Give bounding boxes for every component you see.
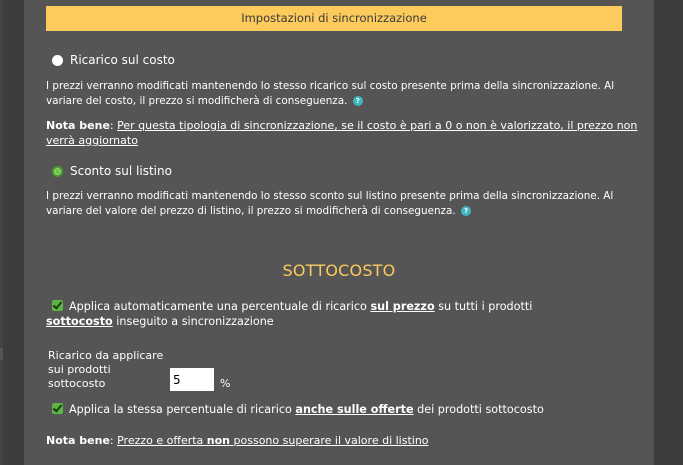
text: Applica automaticamente una percentuale di ricarico: [69, 300, 371, 313]
radio-label: Sconto sul listino: [70, 164, 172, 178]
bold-text: non: [206, 434, 231, 447]
option-description: [46, 79, 646, 109]
radio-button-unselected[interactable]: [52, 55, 63, 66]
sottocosto-note: Nota bene: Prezzo e offerta non possono superare il valore di listino: [46, 434, 429, 447]
sottocosto-title: SOTTOCOSTO: [282, 261, 396, 280]
option-description: [46, 189, 646, 219]
text: su tutti i prodotti: [434, 300, 533, 313]
radio-option-ricarico-costo[interactable]: [52, 51, 175, 69]
radio-option-sconto-listino[interactable]: [52, 162, 172, 180]
bold-text: anche sulle offerte: [295, 403, 414, 416]
description-text: I prezzi verranno modificati mantenendo lo stesso ricarico sul costo presente prima della sincronizzazione. Al variare del costo, il prezzo si modificherà di conseguenza.: [46, 80, 615, 107]
section-header: Impostazioni di sincronizzazione: [46, 6, 622, 31]
ricarico-percent-input[interactable]: [170, 368, 214, 391]
checkbox-checked[interactable]: [52, 300, 63, 311]
radio-label: Ricarico sul costo: [70, 53, 175, 67]
description-text: I prezzi verranno modificati mantenendo lo stesso sconto sul listino presente prima della sincronizzazione. Al variare del valore del prezzo di listino, il prezzo si modificherà di conseguenza.: [46, 190, 614, 217]
percent-unit: %: [220, 377, 231, 390]
bold-text: sottocosto: [46, 315, 113, 328]
question-icon[interactable]: ?: [353, 96, 363, 106]
note-text: [117, 434, 428, 447]
settings-panel: [24, 0, 654, 465]
note-label: Nota bene: [46, 434, 110, 447]
left-edge: [0, 0, 3, 465]
text: Applica la stessa percentuale di ricarico: [69, 403, 296, 416]
apply-offers-checkbox-row[interactable]: [52, 402, 544, 417]
note-text: Per questa tipologia di sincronizzazione, se il costo è pari a 0 o non è valorizzato, il prezzo non verrà aggiornato: [46, 119, 638, 147]
radio-button-selected[interactable]: [52, 166, 63, 177]
note-label: Nota bene: [46, 119, 110, 132]
note: Nota bene: Per questa tipologia di sincronizzazione, se il costo è pari a 0 o non è valorizzato, il prezzo non verrà aggiornato: [46, 119, 638, 147]
question-icon[interactable]: ?: [461, 206, 471, 216]
ricarico-label: Ricarico da applicare sui prodotti sottocosto: [48, 349, 164, 390]
checkbox-checked[interactable]: [52, 403, 63, 414]
text: Prezzo e offerta: [117, 434, 207, 447]
bold-text: sul prezzo: [370, 300, 435, 313]
auto-apply-checkbox-row[interactable]: [46, 299, 612, 329]
left-edge-notch: [0, 348, 3, 360]
text: possono superare il valore di listino: [230, 434, 429, 447]
text: dei prodotti sottocosto: [413, 403, 544, 416]
text: inseguito a sincronizzazione: [112, 315, 274, 328]
